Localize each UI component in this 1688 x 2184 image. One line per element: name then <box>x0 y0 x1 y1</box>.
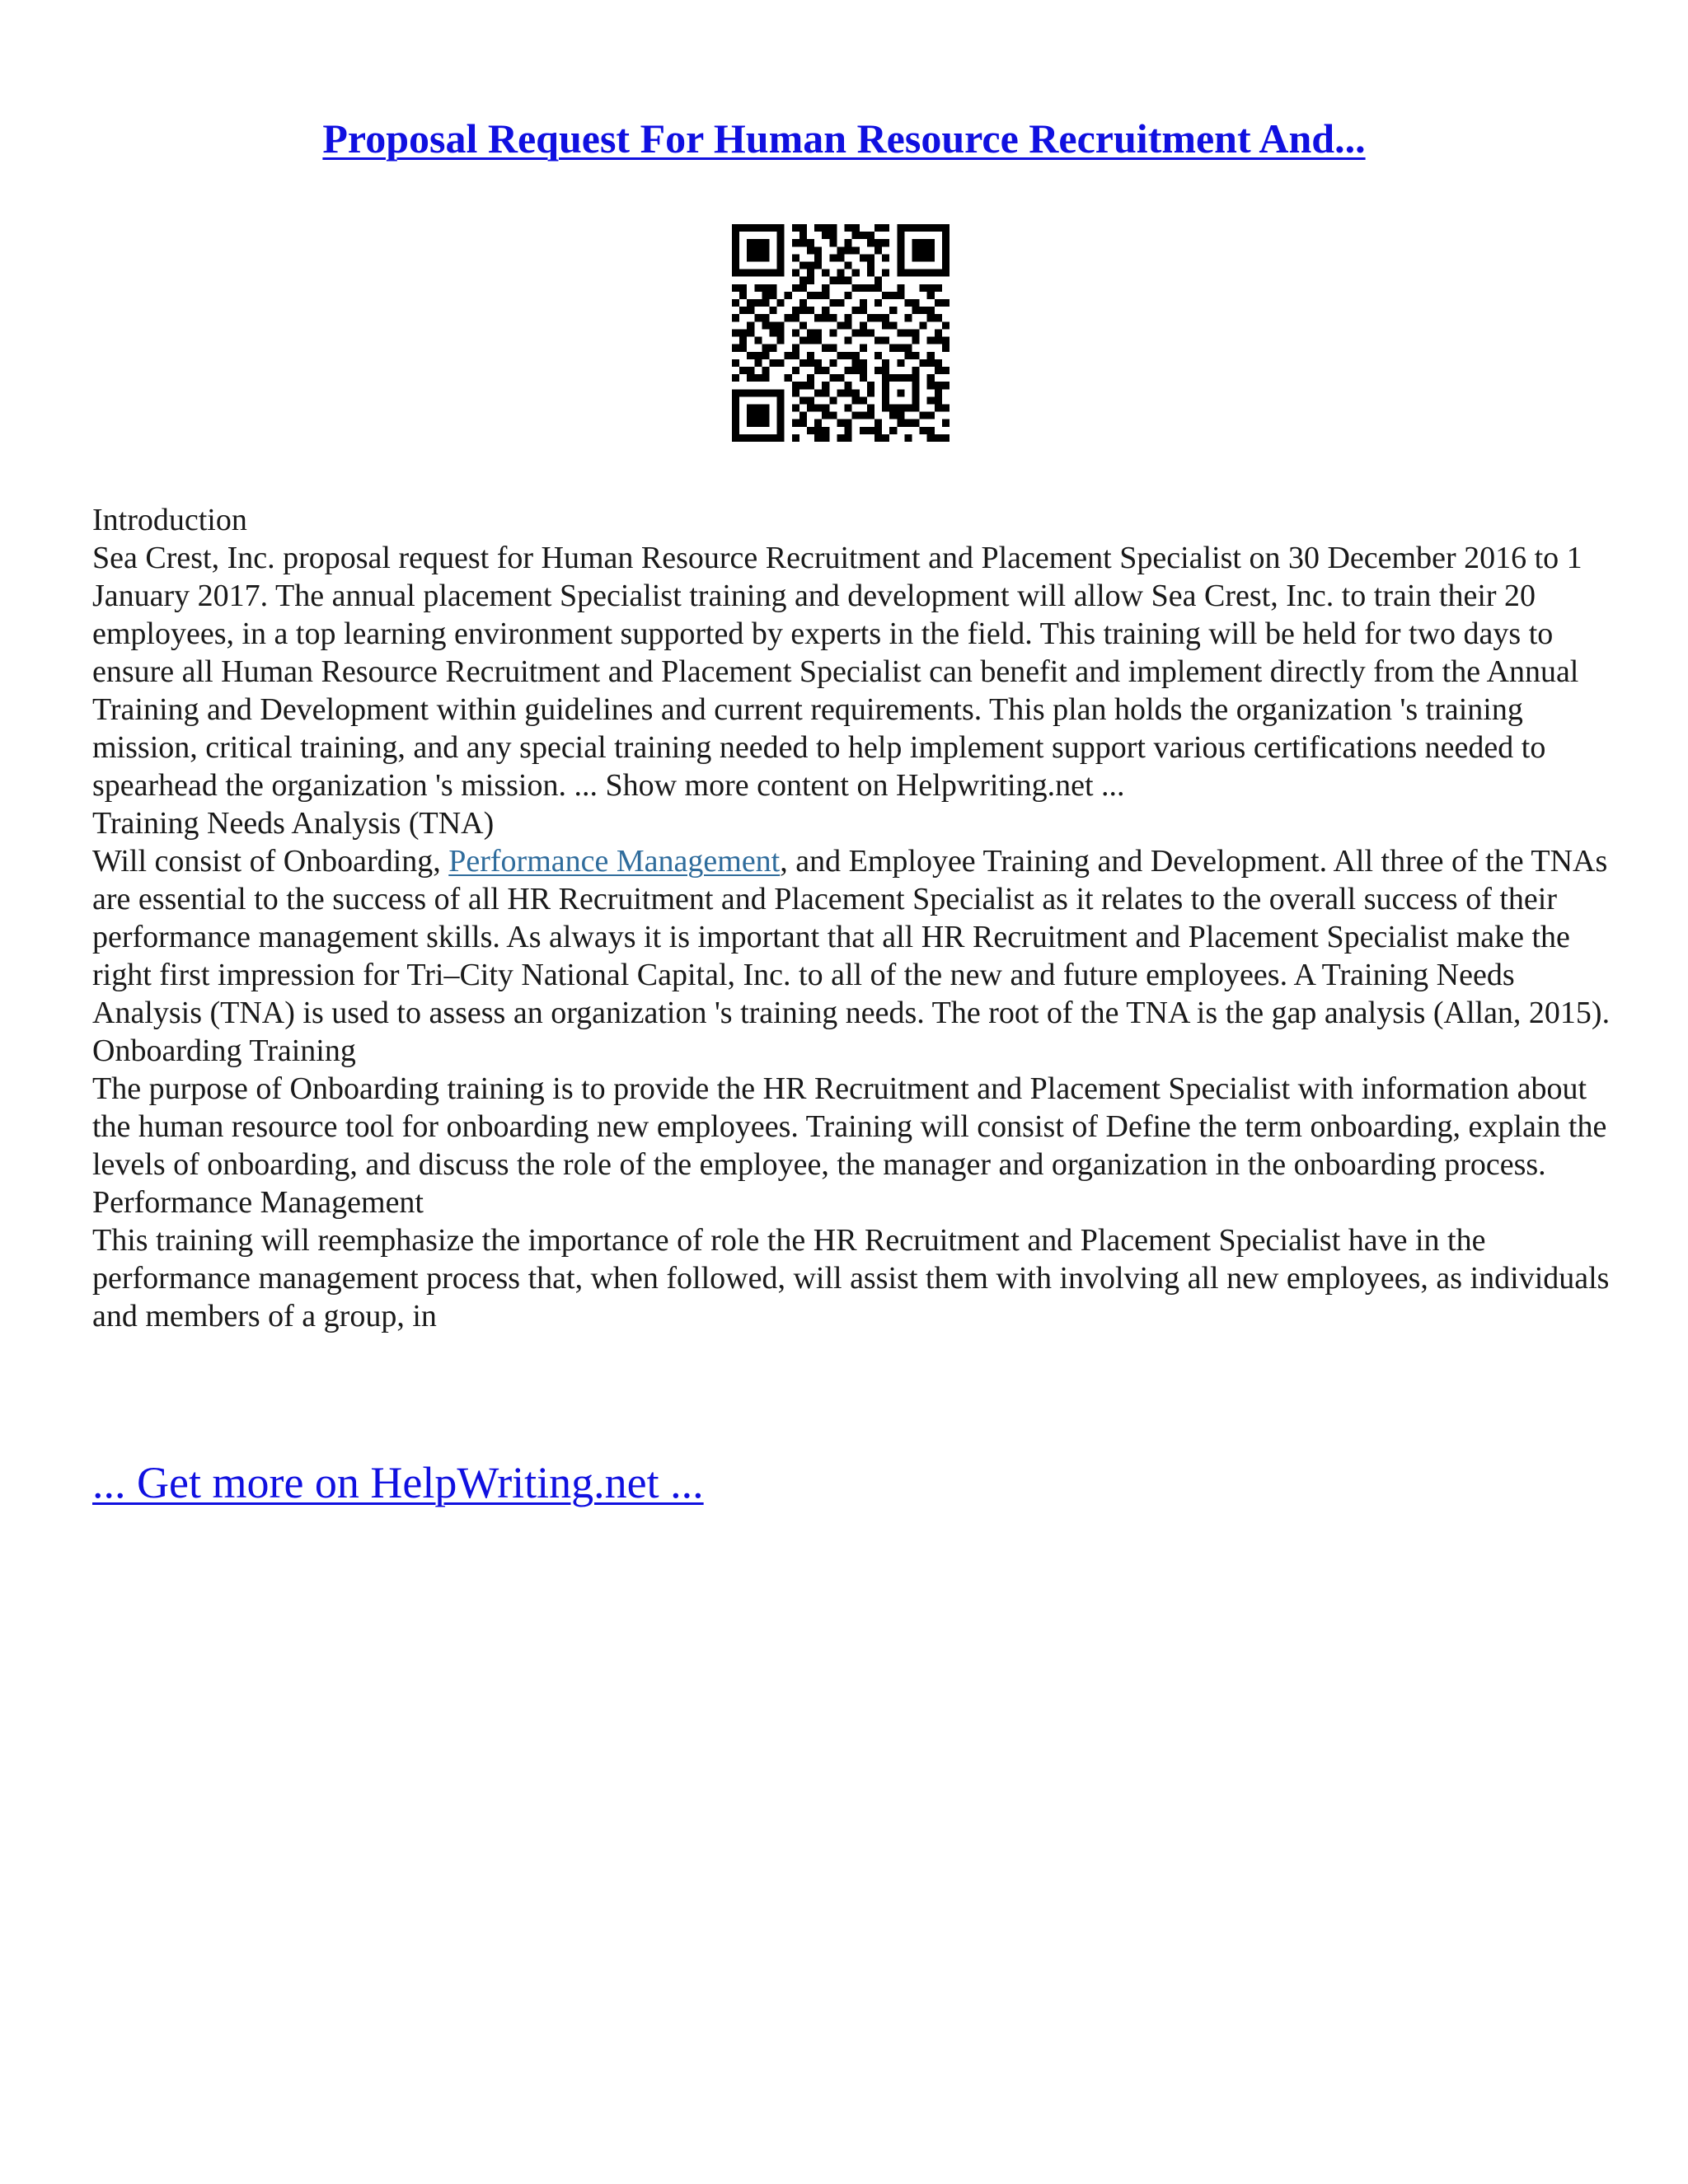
performance-management-link[interactable]: Performance Management <box>448 844 781 879</box>
intro-paragraph: Sea Crest, Inc. proposal request for Human Resource Recruitment and Placement Specialist on 30 December 2016 to 1 January 2017. The annual placement Specialist training and development will allow Sea Crest, Inc. to train their 20 employees, in a top learning environment supported by experts in the field. This training will be held for two days to ensure all Human Resource Recruitment and Placement Specialist can benefit and implement directly from the Annual Training and Development within guidelines and current requirements. This plan holds the organization 's training mission, critical training, and any special training needed to help implement support various certifications needed to spearhead the organization 's mission. ... Show more content on Helpwriting.net ... <box>92 541 1582 803</box>
tna-text-after: , and Employee Training and Development. All three of the TNAs are essential to the success of all HR Recruitment and Placement Specialist as it relates to the overall success of their performance management skills. As always it is important that all HR Recruitment and Placement Specialist make the right first impression for Tri–City National Capital, Inc. to all of the new and future employees. A Training Needs Analysis (TNA) is used to assess an organization 's training needs. The root of the TNA is the gap analysis (Allan, 2015). <box>92 844 1611 1030</box>
page-title <box>0 105 1688 171</box>
intro-heading: Introduction <box>92 503 247 537</box>
tna-text-before: Will consist of Onboarding, <box>92 844 449 879</box>
tna-paragraph <box>92 842 1617 1032</box>
tna-heading: Training Needs Analysis (TNA) <box>92 806 495 841</box>
onboarding-heading: Onboarding Training <box>92 1033 356 1068</box>
qr-code-icon <box>732 224 950 442</box>
title-link[interactable]: Proposal Request For Human Resource Recruitment And... <box>322 115 1366 162</box>
more-link-container <box>92 1454 704 1511</box>
onboarding-paragraph: The purpose of Onboarding training is to provide the HR Recruitment and Placement Specialist with information about the human resource tool for onboarding new employees. Training will consist of Define the term onboarding, explain the levels of onboarding, and discuss the role of the employee, the manager and organization in the onboarding process. <box>92 1071 1607 1182</box>
performance-heading: Performance Management <box>92 1185 424 1220</box>
get-more-link[interactable]: ... Get more on HelpWriting.net ... <box>92 1458 704 1507</box>
document-body <box>92 501 1617 1335</box>
performance-paragraph: This training will reemphasize the importance of role the HR Recruitment and Placement Specialist have in the performance management process that, when followed, will assist them with involving all new employees, as individuals and members of a group, in <box>92 1223 1610 1333</box>
